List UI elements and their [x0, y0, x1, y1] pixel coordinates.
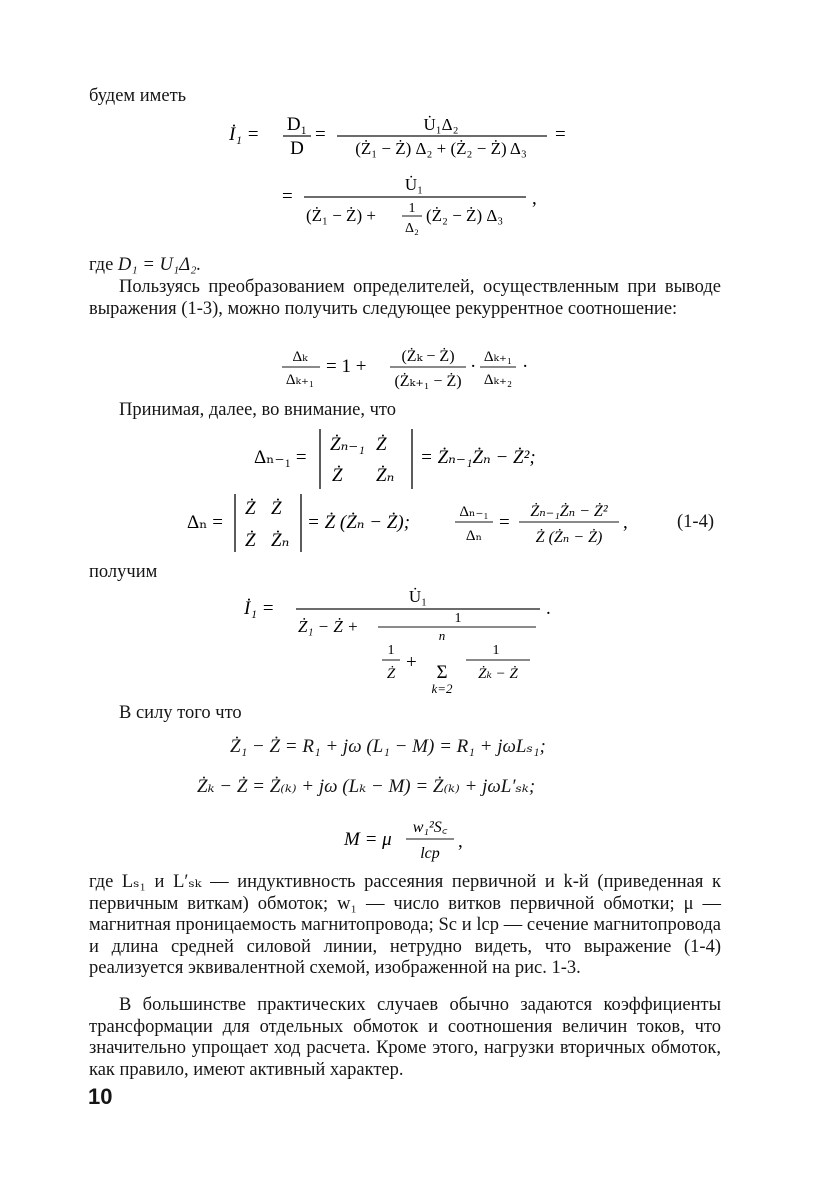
where-d1 [89, 255, 201, 276]
eq2-den-b: (Ż₂ − Ż) Δ₃ [426, 206, 504, 225]
eq6-sum-symbol: Σ [436, 662, 448, 683]
eq1-left: İ₁ = [229, 124, 260, 145]
eq1-frac2-num: U̇₁Δ₂ [423, 115, 459, 134]
eq4-m22: Żₙ [376, 465, 395, 486]
eq2-num: U̇₁ [404, 175, 424, 194]
equation-current-1 [225, 108, 585, 168]
eq6-sum-top: n [438, 628, 446, 643]
eq5-left: Δₙ = [187, 512, 223, 533]
eq9-num: w₁²S꜀ [412, 819, 448, 836]
eq5-m22: Żₙ [271, 530, 290, 551]
eq4-m21: Ż [332, 465, 343, 486]
eq6-b-den: Żₖ − Ż [478, 666, 518, 682]
eq3-r-den: Δₖ₊₂ [483, 372, 513, 388]
eq5-mid: = Ż (Żₙ − Ż); [307, 512, 411, 533]
eq1-eq-b: = [555, 124, 566, 145]
equation-delta-n [185, 490, 645, 556]
paragraph-4: В большинстве практических случаев обычно задаются коэффициенты трансформации для отдельных обмоток и соотношения величин токов, что значительно упрощает ход расчета. Кроме этого, нагрузки вторичных обмоток, как правило, имеют активный характер. [89, 995, 721, 1080]
eq3-dot: · [470, 356, 477, 377]
eq2-den-frac-num: 1 [408, 201, 416, 216]
eq1-eq-a: = [315, 124, 326, 145]
eq6-sum-bottom: k=2 [431, 681, 453, 696]
equation-recurrence [278, 340, 548, 398]
eq5-m12: Ż [271, 498, 282, 519]
by-virtue-text: В силу того что [119, 703, 242, 723]
eq4-right: = Żₙ₋₁Żₙ − Ż²; [420, 447, 536, 468]
eq3-end: · [522, 356, 529, 377]
eq4-m12: Ż [376, 434, 387, 455]
page-number: 10 [88, 1084, 113, 1109]
eq5-f2-num: Żₙ₋₁Żₙ − Ż² [530, 503, 608, 520]
eq5-m11: Ż [245, 498, 256, 519]
eq5-m21: Ż [245, 530, 256, 551]
eq2-eq: = [282, 186, 293, 207]
eq3-f-den: (Żₖ₊₁ − Ż) [394, 373, 462, 390]
eq9-left: M = μ [344, 829, 392, 850]
eq5-eq: = [499, 512, 510, 533]
eq1-frac2-den: (Ż₁ − Ż) Δ₂ + (Ż₂ − Ż) Δ₃ [355, 139, 527, 158]
equation-mutual-inductance [340, 812, 480, 870]
eq6-num: U̇₁ [408, 587, 428, 606]
eq6-left: İ₁ = [244, 598, 275, 619]
equation-z1-minus-z: Ż₁ − Ż = R₁ + jω (L₁ − M) = R₁ + jωLₛ₁; [230, 736, 546, 757]
paragraph-2: Принимая, далее, во внимание, что [119, 400, 397, 420]
where-d1-formula: D₁ = U₁Δ₂. [117, 255, 202, 275]
eq4-m11: Żₙ₋₁ [330, 434, 365, 455]
eq3-mid: = 1 + [326, 356, 367, 377]
equation-current-2 [280, 168, 560, 246]
equation-delta-n-minus-1 [250, 425, 570, 495]
where-d1-prefix: где [89, 255, 118, 275]
eq6-plus: + [406, 652, 417, 673]
eq2-den-a: (Ż₁ − Ż) + [306, 206, 376, 225]
eq5-f2-den: Ż (Żₙ − Ż) [535, 529, 603, 546]
eq3-l-num: Δₖ [292, 349, 308, 365]
eq5-f1-den: Δₙ [465, 528, 483, 544]
eq6-a-den: Ż [386, 666, 396, 682]
eq9-den: lср [420, 845, 440, 862]
eq1-frac1-den: D [290, 138, 304, 159]
eq2-comma: , [532, 188, 537, 209]
intro-text: будем иметь [89, 86, 187, 106]
eq6-a-num: 1 [387, 643, 395, 658]
equation-current-final [240, 582, 580, 697]
eq6-den-a: Ż₁ − Ż + [298, 617, 359, 636]
equation-zk-minus-z: Żₖ − Ż = Ż₍ₖ₎ + jω (Lₖ − M) = Ż₍ₖ₎ + jωL′ₛₖ; [197, 776, 536, 797]
eq2-den-frac-den: Δ₂ [405, 221, 419, 236]
eq6-b-num: 1 [492, 643, 500, 658]
eq9-comma: , [458, 831, 463, 852]
eq6-end: . [546, 598, 551, 619]
equation-number: (1-4) [677, 512, 714, 532]
eq3-f-num: (Żₖ − Ż) [401, 348, 455, 365]
obtain-text: получим [89, 562, 158, 582]
eq1-frac1-num: D₁ [286, 114, 308, 135]
eq5-comma: , [623, 512, 628, 533]
eq6-inner-num: 1 [454, 611, 462, 626]
eq4-left: Δₙ₋₁ = [254, 447, 307, 468]
paragraph-3: где Lₛ₁ и L′ₛₖ — индуктивность рассеяния первичной и k-й (приведенная к первичным виткам) обмоток; w₁ — число витков первичной обмотки; μ — магнитная проницаемость магнитопровода; Sc и lср — сечение магнитопровода и длина средней силовой линии, нетрудно видеть, что выражение (1-4) реализуется эквивалентной схемой, изображенной на рис. 1-3. [89, 872, 721, 978]
eq5-f1-num: Δₙ₋₁ [459, 504, 489, 520]
paragraph-1: Пользуясь преобразованием определителей, осуществленным при выводе выражения (1-3), можно получить следующее рекуррентное соотношение: [89, 277, 721, 319]
eq3-r-num: Δₖ₊₁ [483, 349, 513, 365]
eq3-l-den: Δₖ₊₁ [285, 372, 315, 388]
